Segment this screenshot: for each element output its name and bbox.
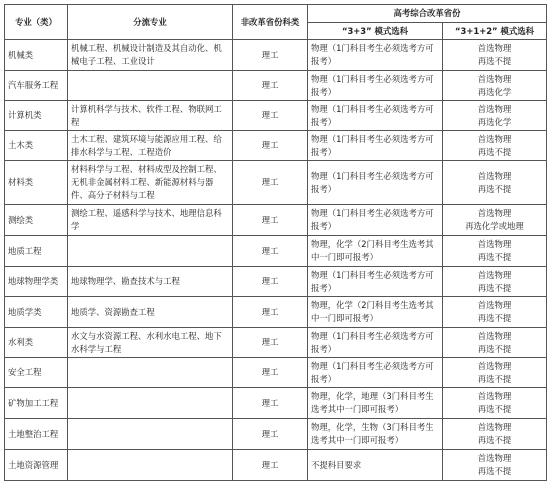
cell-sub-majors bbox=[68, 358, 233, 388]
table-row bbox=[5, 161, 547, 205]
cell-mode-312-rule bbox=[443, 450, 547, 481]
cell-category: 机械类 bbox=[5, 40, 68, 71]
cell-category: 计算机类 bbox=[5, 101, 68, 131]
first-choice-text: 首选物理 bbox=[477, 239, 512, 249]
cell-non-reform-kelei: 理工 bbox=[233, 267, 308, 297]
cell-mode-33-rule: 物理（1门科目考生必须选考方可报考） bbox=[308, 71, 443, 101]
cell-mode-33-rule: 物理（1门科目考生必须选考方可报考） bbox=[308, 267, 443, 297]
cell-sub-majors: 机械工程、机械设计制造及其自动化、机械电子工程、工业设计 bbox=[68, 40, 233, 71]
table-row bbox=[5, 205, 547, 236]
cell-sub-majors bbox=[68, 71, 233, 101]
second-choice-text: 再选化学 bbox=[477, 86, 512, 97]
cell-non-reform-kelei: 理工 bbox=[233, 101, 308, 131]
cell-category: 地质工程 bbox=[5, 236, 68, 267]
cell-category: 测绘类 bbox=[5, 205, 68, 236]
cell-sub-majors bbox=[68, 450, 233, 481]
cell-non-reform-kelei: 理工 bbox=[233, 71, 308, 101]
table-row bbox=[5, 358, 547, 388]
cell-category: 水利类 bbox=[5, 328, 68, 358]
header-mode-33: “3+3” 模式选科 bbox=[308, 23, 443, 40]
major-requirements-table bbox=[4, 4, 547, 481]
cell-category: 土木类 bbox=[5, 131, 68, 161]
header-mode-312: “3+1+2” 模式选科 bbox=[443, 23, 547, 40]
cell-non-reform-kelei: 理工 bbox=[233, 131, 308, 161]
cell-mode-33-rule: 物理，化学（2门科目考生选考其中一门即可报考） bbox=[308, 297, 443, 328]
cell-mode-33-rule: 物理（1门科目考生必须选考方可报考） bbox=[308, 358, 443, 388]
first-choice-text: 首选物理 bbox=[477, 103, 512, 114]
table-row bbox=[5, 40, 547, 71]
second-choice-text: 再选不提 bbox=[477, 404, 512, 414]
cell-mode-33-rule: 物理（1门科目考生必须选考方可报考） bbox=[308, 328, 443, 358]
cell-category: 地球物理学类 bbox=[5, 267, 68, 297]
first-choice-text: 首选物理 bbox=[477, 73, 512, 84]
cell-mode-312-rule bbox=[443, 101, 547, 131]
first-choice-text: 首选物理 bbox=[477, 360, 512, 371]
second-choice-text: 再选不提 bbox=[477, 435, 512, 445]
second-choice-text: 再选不提 bbox=[477, 343, 512, 354]
cell-category: 土地资源管理 bbox=[5, 450, 68, 481]
second-choice-text: 再选不提 bbox=[477, 183, 512, 194]
cell-sub-majors: 水文与水资源工程、水利水电工程、地下水科学与工程 bbox=[68, 328, 233, 358]
header-reform: 高考综合改革省份 bbox=[308, 5, 547, 23]
table-row bbox=[5, 328, 547, 358]
first-choice-text: 首选物理 bbox=[477, 300, 512, 310]
cell-non-reform-kelei: 理工 bbox=[233, 40, 308, 71]
cell-category: 材料类 bbox=[5, 161, 68, 205]
cell-sub-majors: 土木工程、建筑环境与能源应用工程、给排水科学与工程、工程造价 bbox=[68, 131, 233, 161]
cell-mode-33-rule: 物理（1门科目考生必须选考方可报考） bbox=[308, 131, 443, 161]
cell-mode-312-rule bbox=[443, 328, 547, 358]
cell-sub-majors: 计算机科学与技术、软件工程、物联网工程 bbox=[68, 101, 233, 131]
cell-sub-majors bbox=[68, 419, 233, 450]
cell-non-reform-kelei: 理工 bbox=[233, 358, 308, 388]
cell-category: 地质学类 bbox=[5, 297, 68, 328]
table-row bbox=[5, 267, 547, 297]
cell-mode-312-rule bbox=[443, 297, 547, 328]
cell-category: 土地整治工程 bbox=[5, 419, 68, 450]
cell-sub-majors: 测绘工程、遥感科学与技术、地理信息科学 bbox=[68, 205, 233, 236]
cell-sub-majors: 材料科学与工程、材料成型及控制工程、无机非金属材料工程、新能源材料与器件、高分子材料与工程 bbox=[68, 161, 233, 205]
first-choice-text: 首选物理 bbox=[477, 208, 512, 218]
cell-mode-312-rule bbox=[443, 388, 547, 419]
table-row bbox=[5, 131, 547, 161]
second-choice-text: 再选不提 bbox=[477, 313, 512, 323]
table-row bbox=[5, 101, 547, 131]
cell-sub-majors bbox=[68, 236, 233, 267]
cell-mode-312-rule bbox=[443, 131, 547, 161]
cell-non-reform-kelei: 理工 bbox=[233, 388, 308, 419]
cell-sub-majors: 地质学、资源勘查工程 bbox=[68, 297, 233, 328]
cell-mode-312-rule bbox=[443, 358, 547, 388]
table-row bbox=[5, 450, 547, 481]
second-choice-text: 再选不提 bbox=[477, 146, 512, 157]
cell-category: 汽车服务工程 bbox=[5, 71, 68, 101]
cell-non-reform-kelei: 理工 bbox=[233, 450, 308, 481]
table-row bbox=[5, 71, 547, 101]
cell-non-reform-kelei: 理工 bbox=[233, 328, 308, 358]
cell-mode-312-rule bbox=[443, 161, 547, 205]
cell-mode-312-rule bbox=[443, 71, 547, 101]
second-choice-text: 再选不提 bbox=[477, 56, 512, 66]
cell-non-reform-kelei: 理工 bbox=[233, 161, 308, 205]
first-choice-text: 首选物理 bbox=[477, 133, 512, 144]
cell-mode-312-rule bbox=[443, 419, 547, 450]
cell-mode-33-rule: 不提科目要求 bbox=[308, 450, 443, 481]
cell-mode-33-rule: 物理，化学（2门科目考生选考其中一门即可报考） bbox=[308, 236, 443, 267]
cell-sub-majors bbox=[68, 388, 233, 419]
second-choice-text: 再选化学或地理 bbox=[465, 221, 524, 231]
table-row bbox=[5, 236, 547, 267]
cell-mode-33-rule: 物理（1门科目考生必须选考方可报考） bbox=[308, 161, 443, 205]
second-choice-text: 再选化学 bbox=[477, 116, 512, 127]
second-choice-text: 再选不提 bbox=[477, 282, 512, 293]
cell-sub-majors: 地球物理学、勘查技术与工程 bbox=[68, 267, 233, 297]
table-row bbox=[5, 388, 547, 419]
first-choice-text: 首选物理 bbox=[477, 391, 512, 401]
second-choice-text: 再选不提 bbox=[477, 373, 512, 384]
cell-mode-312-rule bbox=[443, 205, 547, 236]
cell-mode-312-rule bbox=[443, 236, 547, 267]
first-choice-text: 首选物理 bbox=[477, 422, 512, 432]
cell-category: 矿物加工工程 bbox=[5, 388, 68, 419]
cell-non-reform-kelei: 理工 bbox=[233, 297, 308, 328]
table-row bbox=[5, 297, 547, 328]
cell-mode-312-rule bbox=[443, 267, 547, 297]
first-choice-text: 首选物理 bbox=[477, 453, 512, 463]
header-sub-majors: 分流专业 bbox=[68, 5, 233, 40]
cell-category: 安全工程 bbox=[5, 358, 68, 388]
table-row bbox=[5, 419, 547, 450]
first-choice-text: 首选物理 bbox=[477, 330, 512, 341]
cell-non-reform-kelei: 理工 bbox=[233, 236, 308, 267]
cell-mode-33-rule: 物理（1门科目考生必须选考方可报考） bbox=[308, 205, 443, 236]
cell-mode-33-rule: 物理（1门科目考生必须选考方可报考） bbox=[308, 101, 443, 131]
cell-non-reform-kelei: 理工 bbox=[233, 419, 308, 450]
header-category: 专业（类） bbox=[5, 5, 68, 40]
first-choice-text: 首选物理 bbox=[477, 269, 512, 280]
second-choice-text: 再选不提 bbox=[477, 466, 512, 476]
second-choice-text: 再选不提 bbox=[477, 252, 512, 262]
cell-mode-33-rule: 物理（1门科目考生必须选考方可报考） bbox=[308, 40, 443, 71]
first-choice-text: 首选物理 bbox=[477, 43, 512, 53]
cell-mode-33-rule: 物理，化学，生物（3门科目考生选考其中一门即可报考） bbox=[308, 419, 443, 450]
first-choice-text: 首选物理 bbox=[477, 170, 512, 181]
cell-non-reform-kelei: 理工 bbox=[233, 205, 308, 236]
header-non-reform: 非改革省份科类 bbox=[233, 5, 308, 40]
cell-mode-33-rule: 物理，化学，地理（3门科目考生选考其中一门即可报考） bbox=[308, 388, 443, 419]
cell-mode-312-rule bbox=[443, 40, 547, 71]
